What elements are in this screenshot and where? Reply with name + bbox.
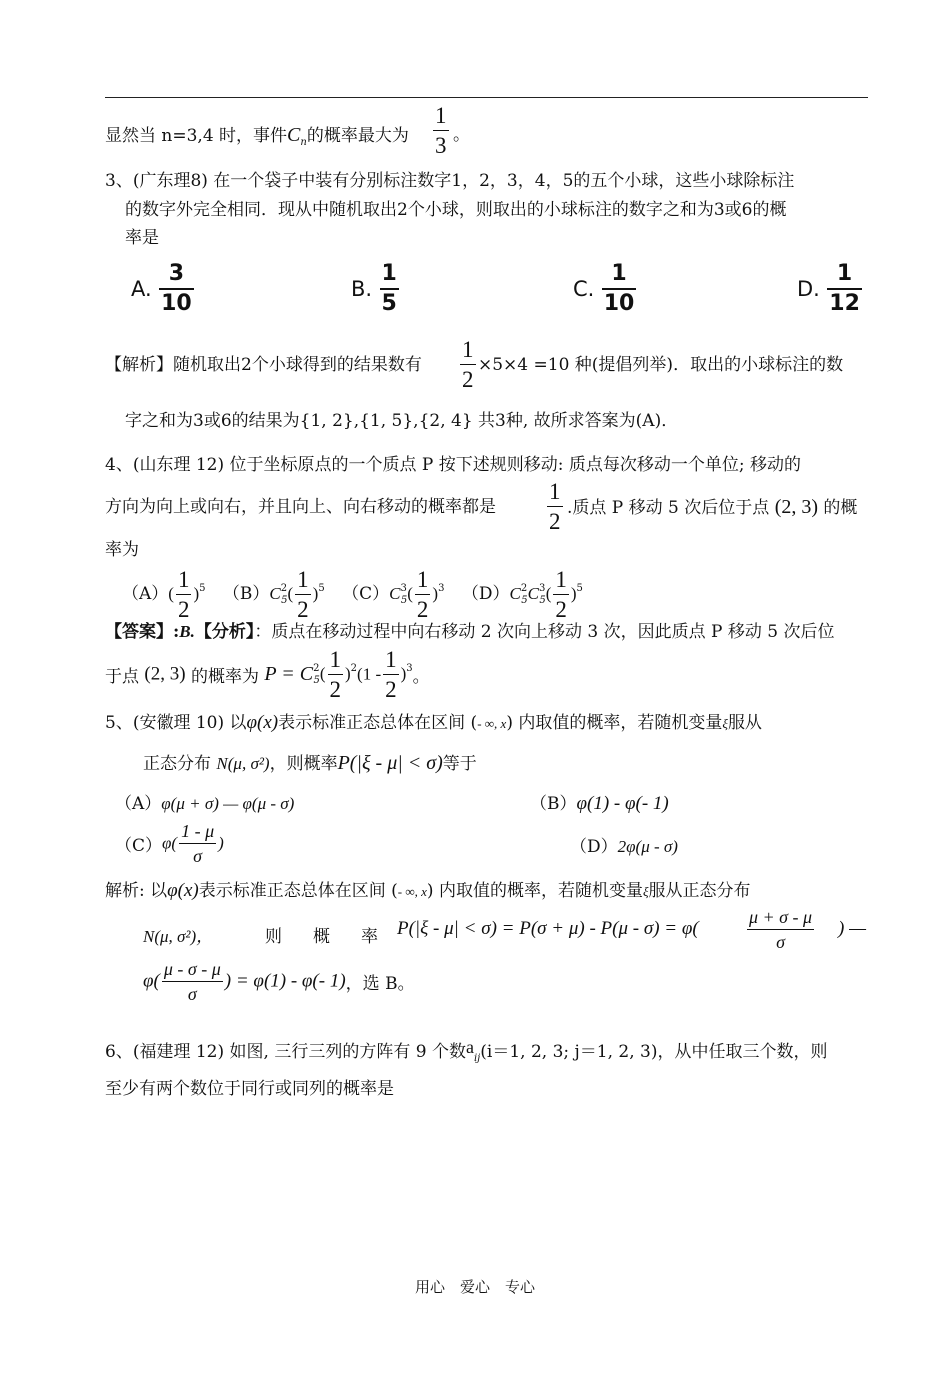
fraction-one-half-q4: $\frac{1}{2}$ bbox=[549, 479, 561, 534]
header-rule bbox=[105, 97, 868, 98]
q3-option-b: B. $\frac{1}{5}$ bbox=[351, 261, 397, 316]
q4-options: （A）( $\frac{1}{2}$ )$^5$ $(B)C^2_5$( $\frac{1}{2}$ )$^5$ $(C)C^3_5$( $\frac{1}{2}$ )$^3$ $(D)C^2_5C^3_5$( $\frac{1}{2}$ )$^5$ bbox=[122, 567, 583, 622]
q4-answer-line1: 【答案】:B.【分析】：质点在移动过程中向右移动 2 次向上移动 3 次，因此质点 P 移动 5 次后位 bbox=[105, 622, 835, 642]
q4-stem-line2b: .质点 P 移动 5 次后位于点 (2, 3) 的概 bbox=[567, 496, 858, 518]
q3-solution-line1b: ×5×4 =10 种(提倡列举)．取出的小球标注的数 bbox=[478, 355, 844, 375]
text: 的概率最大为 bbox=[306, 126, 409, 146]
q5-option-b: （B）φ(1) - φ(- 1) bbox=[530, 793, 669, 814]
q5-solution-line1: 解析: 以φ(x)表示标准正态总体在区间 (- ∞, x) 内取值的概率，若随机变量ξ服从正态分布 bbox=[105, 880, 751, 901]
math-subscript: n bbox=[300, 137, 307, 148]
q5-option-a: （A）φ(μ + σ) — φ(μ - σ) bbox=[115, 794, 295, 814]
q6-stem-line2: 至少有两个数位于同行或同列的概率是 bbox=[105, 1079, 394, 1099]
fraction-one-half: $\frac{1}{2}$ bbox=[462, 337, 474, 392]
q4-stem-line3: 率为 bbox=[105, 540, 139, 560]
conclusion-line bbox=[105, 124, 409, 154]
q6-stem-line1: 6、(福建理 12) 如图, 三行三列的方阵有 9 个数$a_{ij}(i=1$, 2, 3; j＝1, 2, 3)，从中任取三个数，则 bbox=[105, 1037, 828, 1064]
q5-option-d: （D）2φ(μ - σ) bbox=[570, 837, 678, 857]
q3-solution-line1: 【解析】随机取出2个小球得到的结果数有 bbox=[105, 355, 422, 375]
q3-option-c: C. $\frac{1}{10}$ bbox=[573, 261, 635, 316]
q3-option-d: D. $\frac{1}{12}$ bbox=[797, 261, 860, 316]
q5-stem-line1: 5、(安徽理 10) 以φ(x)表示标准正态总体在区间 (- ∞, x) 内取值的概率，若随机变量ξ服从 bbox=[105, 712, 762, 733]
page-footer: 用心 爱心 专心 bbox=[414, 1278, 535, 1296]
q4-answer-line2: 于点 (2, 3) 的概率为 $P = C^2_5$( $\frac{1}{2}$ )$^2$(1 - $\frac{1}{2}$ )$^3$。 bbox=[105, 647, 430, 702]
period: 。 bbox=[453, 125, 470, 145]
q5-option-c: （C）φ( $\frac{1 - \mu}{\sigma}$ ) bbox=[115, 821, 224, 866]
text: 显然当 n=3,4 时，事件 bbox=[105, 126, 288, 146]
math-c: C bbox=[287, 124, 301, 146]
q3-stem-line1: 3、(广东理8) 在一个袋子中装有分别标注数字1，2，3，4，5的五个小球，这些小球除标注 bbox=[105, 171, 795, 191]
q3-stem-line2: 的数字外完全相同．现从中随机取出2个小球，则取出的小球标注的数字之和为3或6的概 bbox=[125, 200, 787, 220]
q5-solution-line2: N(μ, σ²)， 则 概 率 P(|ξ - μ| < σ) = P(σ + μ) - P(μ - σ) = φ( $\frac{\mu + \sigma - \mu}{\sigma}$ ) — bbox=[143, 907, 866, 952]
q5-stem-line2: 正态分布 N(μ, σ²)，则概率P(|ξ - μ| < σ)等于 bbox=[143, 752, 477, 774]
q3-option-a: A. $\frac{3}{10}$ bbox=[131, 261, 192, 316]
q4-stem-line2: 方向为向上或向右，并且向上、向右移动的概率都是 bbox=[105, 497, 496, 517]
q3-solution-line2: 字之和为3或6的结果为{1, 2},{1, 5},{2, 4} 共3种, 故所求答案为(A)． bbox=[125, 411, 679, 431]
q5-solution-line3: φ( $\frac{\mu - \sigma - \mu}{\sigma}$ ) = φ(1) - φ(- 1)，选 B。 bbox=[143, 959, 415, 1004]
fraction-one-third: $\frac{1}{3}$ bbox=[435, 103, 447, 158]
q3-stem-line3: 率是 bbox=[125, 228, 159, 248]
q4-stem-line1: 4、(山东理 12) 位于坐标原点的一个质点 P 按下述规则移动: 质点每次移动一个单位; 移动的 bbox=[105, 455, 802, 475]
